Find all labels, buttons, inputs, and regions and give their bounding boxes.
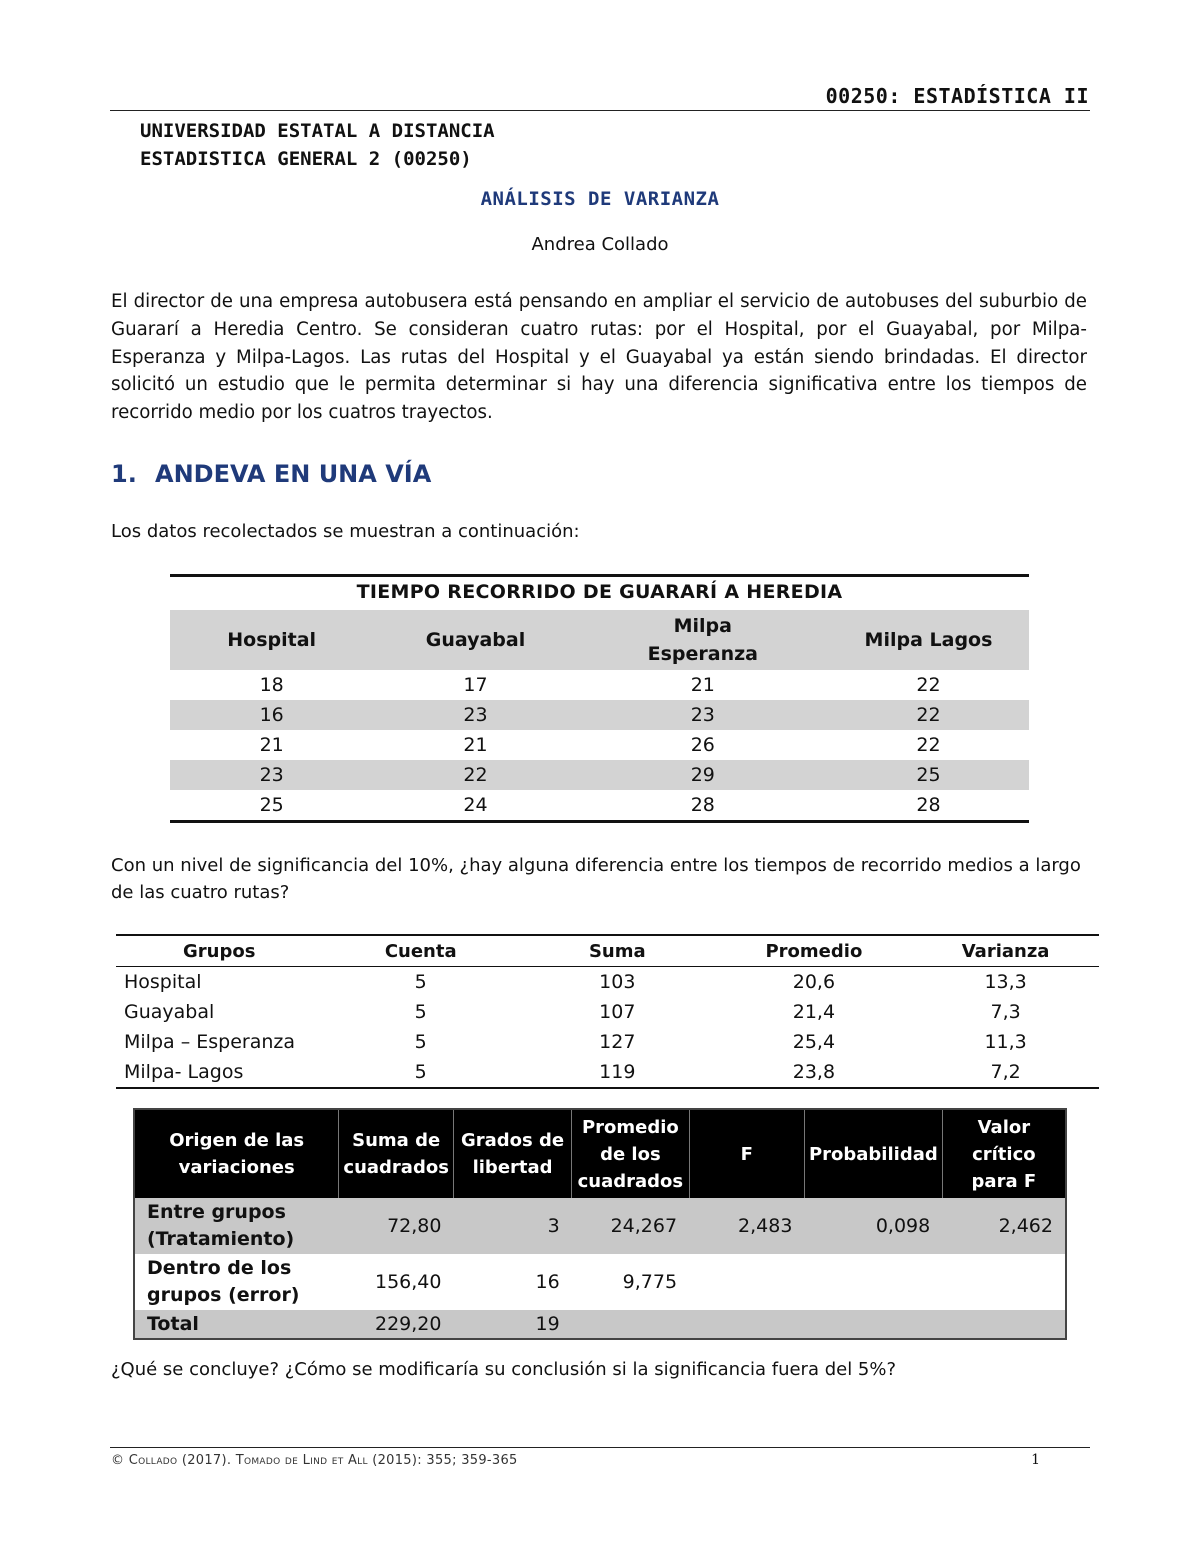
table-row	[170, 760, 1029, 790]
column-header: Cuenta	[322, 935, 519, 967]
table-cell: 21	[463, 734, 488, 756]
intro-paragraph: El director de una empresa autobusera está pensando en ampliar el servicio de autobuses del suburbio de Guararí a Heredia Centro. Se consideran cuatro rutas: por el Hospital, por el Guayabal, por Milpa-Esperanza y Milpa-Lagos. Las rutas del Hospital y el Guayabal ya están siendo brindadas. El director solicitó un estudio que le permita determinar si hay una diferencia significativa entre los tiempos de recorrido medio por los cuatros trayectos.	[111, 291, 1087, 424]
table-row	[134, 1254, 1066, 1310]
table-cell	[689, 1310, 804, 1339]
table-row	[170, 790, 1029, 822]
table-cell: 24,267	[572, 1198, 689, 1254]
table-cell: 25,4	[792, 1031, 836, 1053]
table-cell: 22	[916, 674, 941, 696]
course-code-header: 00250: ESTADÍSTICA II	[825, 84, 1089, 108]
header-rule	[110, 110, 1090, 111]
table-row	[134, 1310, 1066, 1339]
table-cell: 21	[690, 674, 715, 696]
table-cell: 2,483	[689, 1198, 804, 1254]
travel-time-table-title: TIEMPO RECORRIDO DE GUARARÍ A HEREDIA	[170, 576, 1029, 609]
column-header: Valor crítico para F	[942, 1109, 1066, 1198]
section-number: 1.	[111, 460, 137, 488]
table-cell: 119	[519, 1057, 716, 1088]
table-cell: 7,3	[990, 1001, 1021, 1023]
row-label: Dentro de los grupos (error)	[134, 1254, 339, 1310]
table-cell: 5	[322, 1057, 519, 1088]
course-name: ESTADISTICA GENERAL 2 (00250)	[140, 148, 472, 170]
table-cell: 29	[578, 760, 828, 790]
table-cell: 0,098	[804, 1198, 942, 1254]
group-name: Hospital	[124, 971, 202, 993]
author: Andrea Collado	[531, 234, 669, 255]
table-cell: 156,40	[339, 1254, 454, 1310]
table-cell: 21	[259, 734, 284, 756]
table-cell: 5	[414, 1031, 427, 1053]
table-cell: 26	[690, 734, 715, 756]
table-cell: 127	[599, 1031, 636, 1053]
footer-rule	[110, 1447, 1090, 1448]
column-header: Promedio de los cuadrados	[572, 1109, 689, 1198]
table-cell: 3	[453, 1198, 571, 1254]
column-header: Promedio	[716, 935, 913, 967]
table-cell: 103	[599, 971, 636, 993]
column-header: Hospital	[170, 609, 373, 671]
group-name: Guayabal	[124, 1001, 215, 1023]
table-cell: 21,4	[792, 1001, 836, 1023]
column-header: Suma	[519, 935, 716, 967]
group-name: Milpa – Esperanza	[124, 1031, 295, 1053]
table-cell: 11,3	[984, 1031, 1027, 1053]
table-cell: 5	[414, 1001, 427, 1023]
column-header: Probabilidad	[804, 1109, 942, 1198]
table-cell: 16	[170, 700, 373, 730]
table-row	[116, 997, 1099, 1027]
column-header: Varianza	[912, 935, 1099, 967]
table-row	[170, 670, 1029, 700]
table-cell: 28	[828, 790, 1029, 822]
column-header: Grados de libertad	[453, 1109, 571, 1198]
table-cell: 7,2	[912, 1057, 1099, 1088]
table-cell	[804, 1254, 942, 1310]
group-summary-table	[116, 934, 1099, 1089]
column-header: Origen de las variaciones	[134, 1109, 339, 1198]
table-cell: 107	[599, 1001, 636, 1023]
table-cell: 229,20	[339, 1310, 454, 1339]
table-cell: 25	[828, 760, 1029, 790]
table-cell: 22	[828, 700, 1029, 730]
question-significance: Con un nivel de significancia del 10%, ¿hay alguna diferencia entre los tiempos de recorrido medios a largo de las cuatro rutas?	[111, 855, 1081, 903]
table-cell: 2,462	[942, 1198, 1066, 1254]
table-cell: 5	[414, 971, 427, 993]
column-header: Milpa Esperanza	[578, 609, 828, 671]
table-cell: 22	[916, 734, 941, 756]
document-title: ANÁLISIS DE VARIANZA	[480, 188, 720, 210]
table-cell	[804, 1310, 942, 1339]
table-cell: 9,775	[572, 1254, 689, 1310]
table-cell	[689, 1254, 804, 1310]
table-row	[170, 730, 1029, 760]
table-row	[116, 1027, 1099, 1057]
footer-citation: © Collado (2017). Tomado de Lind et All (2015): 355; 359-365	[111, 1453, 518, 1468]
table-cell: 23,8	[716, 1057, 913, 1088]
table-cell	[942, 1310, 1066, 1339]
group-name: Milpa- Lagos	[116, 1057, 322, 1088]
table-cell: 23	[373, 700, 577, 730]
table-cell: 17	[463, 674, 488, 696]
column-header: Suma de cuadrados	[339, 1109, 454, 1198]
university-name: UNIVERSIDAD ESTATAL A DISTANCIA	[140, 120, 495, 142]
table-cell: 24	[373, 790, 577, 822]
table-cell: 19	[453, 1310, 571, 1339]
table-row	[170, 700, 1029, 730]
table-cell: 22	[373, 760, 577, 790]
table-row	[116, 967, 1099, 998]
column-header: Milpa Lagos	[828, 609, 1029, 671]
anova-table	[133, 1108, 1067, 1340]
section-title: ANDEVA EN UNA VÍA	[155, 460, 432, 488]
table-cell	[572, 1310, 689, 1339]
table-cell: 16	[453, 1254, 571, 1310]
table-row	[134, 1198, 1066, 1254]
table-cell: 18	[259, 674, 284, 696]
table-row	[116, 1057, 1099, 1088]
column-header: Guayabal	[373, 609, 577, 671]
section-heading	[111, 460, 431, 488]
travel-time-table	[170, 574, 1029, 823]
table-cell: 23	[578, 700, 828, 730]
table-cell	[942, 1254, 1066, 1310]
table-cell: 72,80	[339, 1198, 454, 1254]
column-header: F	[689, 1109, 804, 1198]
table-cell: 28	[578, 790, 828, 822]
table-cell: 25	[170, 790, 373, 822]
row-label: Total	[134, 1310, 339, 1339]
question-conclusion: ¿Qué se concluye? ¿Cómo se modificaría su conclusión si la significancia fuera del 5%?	[111, 1359, 897, 1380]
column-header: Grupos	[116, 935, 322, 967]
data-intro: Los datos recolectados se muestran a continuación:	[111, 521, 580, 542]
page-number: 1	[1031, 1452, 1040, 1468]
table-cell: 23	[170, 760, 373, 790]
row-label: Entre grupos (Tratamiento)	[134, 1198, 339, 1254]
table-cell: 13,3	[984, 971, 1027, 993]
table-cell: 20,6	[792, 971, 836, 993]
